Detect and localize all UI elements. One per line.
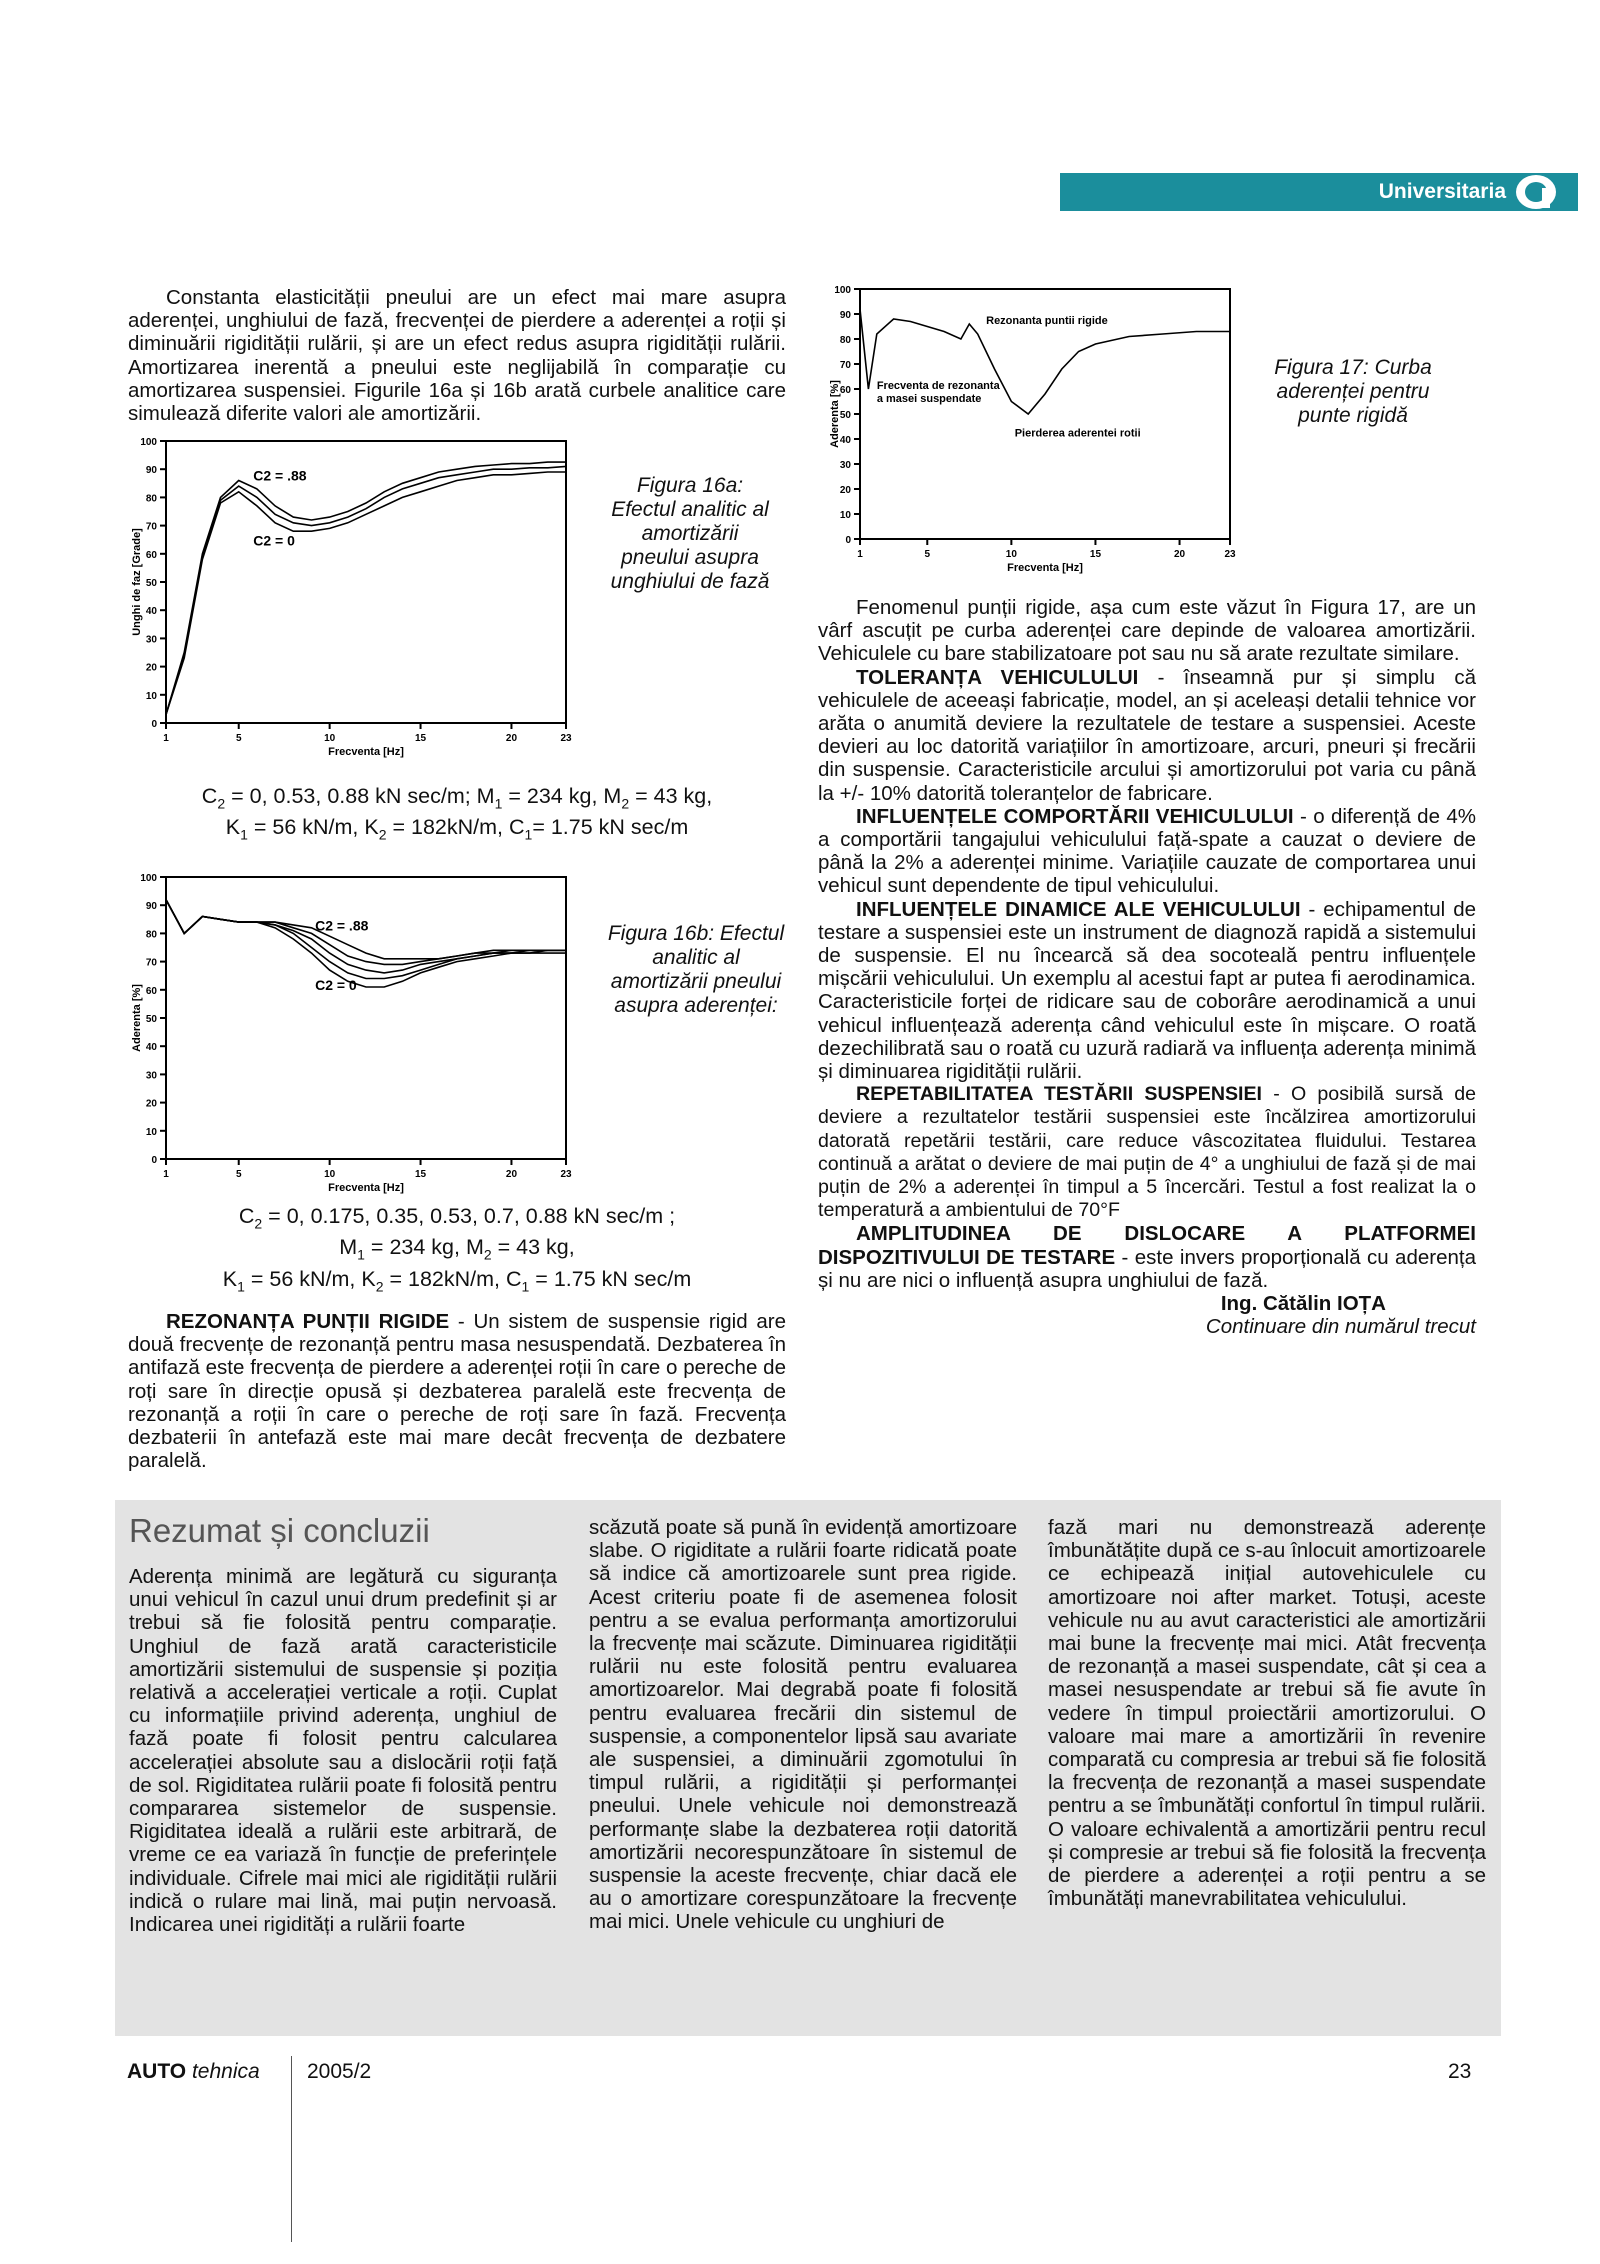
- x-axis-label: Frecventa [Hz]: [328, 1182, 404, 1194]
- brand: [1379, 173, 1558, 211]
- summary-column-3: fază mari nu demonstrează aderențe îmbunătățite după ce s-au înlocuit amortizoarele ce echipează inițial autovehiculele cu amortizoare noi after market. Totuși, aceste vehicule nu au avut caracteristici ale amortizării mai bune la frecvențe mai mici. Atât frecvența de rezonanță a masei suspendate, cât și cea a masei nesuspendate ar trebui să fie avute în vedere în timpul proiectării amortizorului. O valoare mai mare a amortizării în revenire comparată cu compresia ar trebui să fie folosită la frecvența de rezonanță a masei suspendate pentru a se îmbunătăți confortul în timpul rulării. O valoare echivalentă a amortizării pentru recul și compresie ar trebui să fie folosită la frecvența de pierdere a aderenței a roții pentru a se îmbunătăți manevrabilitatea vehiculului.: [1048, 1516, 1486, 1911]
- y-tick-label: 40: [145, 606, 157, 618]
- continuation-note: Continuare din numărul trecut: [1205, 1315, 1476, 1339]
- footer-magazine-italic: tehnica: [191, 2060, 260, 2083]
- repet-paragraph: [818, 1083, 1476, 1222]
- fig16b-params-line3: $K_1 = 56$ kN/m, $K_2 = 182kN/m$, $C_1 = 1.75$ kN sec/m: [222, 1266, 692, 1294]
- x-tick-label: 10: [324, 733, 336, 744]
- footer-magazine: [127, 2060, 260, 2084]
- y-tick-label: 100: [834, 285, 851, 296]
- fig17-caption: Figura 17: Curba aderenței pentru punte rigidă: [1274, 356, 1432, 427]
- y-tick-label: 70: [145, 957, 157, 969]
- x-tick-label: 1: [857, 549, 863, 560]
- y-axis-label: Aderenta [%]: [131, 984, 143, 1052]
- plot-frame: [166, 441, 566, 723]
- y-tick-label: 100: [140, 873, 157, 884]
- author: Ing. Cătălin IOȚA: [1220, 1292, 1386, 1316]
- annotation-pierderea: Pierderea aderentei rotii: [1014, 427, 1141, 440]
- fig17-svg: [826, 285, 1246, 580]
- annotation-c2-0: C2 = 0: [315, 976, 357, 993]
- y-tick-label: 30: [145, 634, 157, 646]
- universitaria-logo-icon: [1514, 174, 1558, 210]
- x-tick-label: 23: [560, 1169, 572, 1180]
- comport-text: - o diferență de 4% a comportării tangajului vehiculului față-spate a cauzat o deviere de până la 2% a aderenței minime. Variațiile cauzate de comportarea unui vehicul sunt dependente de tipul vehiculului.: [818, 804, 1477, 898]
- y-tick-label: 0: [845, 535, 851, 546]
- y-tick-label: 60: [145, 985, 157, 997]
- y-tick-label: 20: [145, 662, 157, 674]
- y-tick-label: 90: [145, 465, 157, 477]
- y-axis-label: Aderenta [%]: [829, 380, 841, 448]
- series-line-5: [166, 900, 566, 987]
- annotation-rezonanta: Rezonanta puntii rigide: [986, 315, 1108, 327]
- y-tick-label: 60: [145, 549, 157, 561]
- x-tick-label: 5: [924, 549, 931, 560]
- brand-name: Universitaria: [1378, 180, 1506, 203]
- repet-title: REPETABILITATEA TESTĂRII SUSPENSIEI: [856, 1083, 1262, 1106]
- repet-text: - O posibilă sursă de deviere a rezultatelor testării suspensiei este încălzirea amortizorului datorată repetării testării, care reduce vâscozitatea fluidului. Testarea continuă a arătat o deviere de mai puțin de 4° a unghiului de fază și de mai puțin de 2% a aderenței în timpul a 5 încercări. Testul a fost realizat la o temperatură a ambientului de 70°F: [818, 1083, 1476, 1222]
- fig16b-chart: [128, 873, 583, 1203]
- y-tick-label: 20: [145, 1098, 157, 1110]
- y-tick-label: 70: [145, 521, 157, 533]
- x-tick-label: 20: [1173, 549, 1186, 560]
- fig16b-params-line1: $C_2 = 0$, 0.175, 0.35, 0.53, 0.7, 0.88 kN sec/m ;: [238, 1204, 676, 1232]
- toleranta-text: - înseamnă pur și simplu că vehiculele de aceeași fabricație, model, an și aceleași detalii tehnice vor arăta o anumită deviere la rezultatele de testare a suspensiei. Aceste devieri au loc datorită variațiilor în amortizoare, arcuri, pneuri și frecării din suspensie. Caracteristicile arcului și amortizorului pot varia cu până la +/- 10% datorită toleranțelor de fabricare.: [818, 665, 1476, 805]
- footer-magazine-bold: AUTO: [127, 2060, 187, 2083]
- y-tick-label: 80: [839, 335, 851, 346]
- fig16a-params-line2: $K_1 = 56$ kN/m, $K_2 = 182kN/m$, $C_1= 1.75$ kN sec/m: [225, 815, 689, 843]
- y-tick-label: 30: [145, 1070, 157, 1082]
- summary-column-1: Aderența minimă are legătură cu siguranța unui vehicul în cazul unui drum predefinit și ar trebui să fie folosită pentru comparație. Unghiul de fază arată caracteristicile amortizării sistemului de suspensie și poziția relativă a accelerației verticale a roții. Cuplat cu informațiile privind aderența, unghiul de fază poate fi folosit pentru calcularea accelerației absolute sau a dislocării roții față de sol. Rigiditatea rulării poate fi folosită pentru compararea sistemelor de suspensie. Rigiditatea ideală a rulării este arbitrară, de vreme ce ea variază în funcție de preferințele individuale. Cifrele mai mici ale rigidității rulării indică o rulare mai lină, mai puțin nervoasă. Indicarea unei rigidități a rulării foarte: [129, 1565, 557, 1937]
- ampl-text: - este invers proporțională cu aderența și nu are nici o influență asupra unghiului de fază.: [818, 1245, 1476, 1292]
- dinamice-paragraph: [818, 898, 1476, 1084]
- right-p1-text: Fenomenul punții rigide, așa cum este văzut în Figura 17, are un vârf ascuțit pe curba aderenței care depinde de valoarea amortizării. Vehiculele cu bare stabilizatoare pot sau nu să arate rezultate similare.: [818, 596, 1476, 666]
- x-tick-label: 15: [414, 1169, 427, 1180]
- x-tick-label: 5: [235, 1169, 242, 1180]
- comport-paragraph: [818, 805, 1476, 898]
- y-tick-label: 50: [145, 1014, 157, 1025]
- y-tick-label: 50: [145, 578, 157, 589]
- page-number: 23: [1448, 2060, 1472, 2083]
- right-paragraph-1: [818, 596, 1476, 666]
- intro-text: Constanta elasticității pneului are un efect mai mare asupra aderenței, unghiului de fază, frecvenței de pierdere a aderenței a roții și diminuării rigidității rulării, și are un efect redus asupra rigidității rulării. Amortizarea inerentă a pneului este neglijabilă în comparație cu amortizarea suspensiei. Figurile 16a și 16b arată curbele analitice care simulează diferite valori ale amortizării.: [128, 286, 786, 426]
- annotation-frecventa-line1: Frecventa de rezonanta: [876, 380, 1000, 392]
- x-tick-label: 1: [163, 1169, 169, 1180]
- annotation-frecventa-line2: a masei suspendate: [876, 393, 982, 405]
- ampl-title: AMPLITUDINEA DE DISLOCARE A PLATFORMEI DISPOZITIVULUI DE TESTARE: [818, 1222, 1476, 1269]
- y-tick-label: 60: [839, 385, 851, 396]
- y-tick-label: 100: [140, 437, 157, 448]
- x-tick-label: 20: [505, 733, 518, 744]
- fig16b-params: [128, 1204, 786, 1298]
- rezonanta-text: - Un sistem de suspensie rigid are două frecvențe de rezonanță pentru masa nesuspendată. Dezbaterea în antifază este frecvența de pierdere a aderenței roții în care o pereche de roți sare în direcție opusă și dezbaterea paralelă este frecvența de rezonanță a roții în care o pereche de roți sare în fază. Frecvența dezbaterii în antefază este mai mare decât frecvența de dezbatere paralelă.: [128, 1310, 786, 1473]
- fig17-chart: [826, 285, 1246, 580]
- x-tick-label: 10: [324, 1169, 336, 1180]
- y-tick-label: 80: [145, 493, 157, 505]
- header-bar: [1060, 173, 1578, 211]
- annotation-c2-088: C2 = .88: [253, 467, 307, 484]
- fig16a-chart: [128, 437, 583, 763]
- y-tick-label: 80: [145, 929, 157, 941]
- footer-divider: [291, 2056, 292, 2242]
- y-axis-label: Unghi de faz [Grade]: [131, 528, 143, 636]
- x-tick-label: 5: [235, 733, 242, 744]
- y-tick-label: 10: [145, 1126, 157, 1138]
- summary-column-2: scăzută poate să pună în evidență amortizoare slabe. O rigiditate a rulării foarte ridicată poate să indice că amortizoarele sunt prea rigide. Acest criteriu poate fi de asemenea folosit pentru a se evalua performanța amortizorului la frecvențe mai scăzute. Diminuarea rigidității rulării nu este folosită pentru evaluarea amortizoarelor. Mai degrabă poate fi folosită pentru evaluarea frecării din sistemul de suspensie, a componentelor lipsă sau avariate ale suspensiei, a diminuării zgomotului în timpul rulării, a rigidității și performanței pneului. Unele vehicule noi demonstrează performanțe slabe la dezbaterea roții datorită amortizării necorespunzătoare în sistemul de suspensie la aceste frecvențe, chiar dacă ele au o amortizare corespunzătoare la frecvențe mai mici. Unele vehicule cu unghiuri de: [589, 1516, 1017, 1934]
- x-tick-label: 23: [1224, 549, 1236, 560]
- x-axis-label: Frecventa [Hz]: [328, 746, 404, 758]
- x-tick-label: 10: [1005, 549, 1017, 560]
- y-tick-label: 20: [839, 485, 851, 496]
- y-tick-label: 0: [151, 1155, 157, 1166]
- y-tick-label: 30: [839, 460, 851, 471]
- annotation-c2-0: C2 = 0: [253, 532, 295, 549]
- y-tick-label: 90: [145, 901, 157, 913]
- y-tick-label: 10: [145, 690, 157, 702]
- footer-issue: 2005/2: [307, 2060, 372, 2083]
- x-tick-label: 15: [1089, 549, 1102, 560]
- fig16a-params-line1: $C_2 = 0$, 0.53, 0.88 kN sec/m; $M_1 = 234$ kg, $M_2 = 43$ kg,: [201, 784, 713, 812]
- fig16b-params-line2: $M_1 = 234$ kg, $M_2 = 43$ kg,: [339, 1235, 575, 1263]
- fig16a-caption: Figura 16a: Efectul analitic al amortizării pneului asupra unghiului de fază: [610, 474, 770, 593]
- ampl-paragraph: [818, 1222, 1476, 1292]
- right-text-column: [818, 596, 1476, 1339]
- x-tick-label: 15: [414, 733, 427, 744]
- dinamice-title: INFLUENȚELE DINAMICE ALE VEHICULULUI: [856, 897, 1301, 921]
- y-tick-label: 40: [145, 1042, 157, 1054]
- x-axis-label: Frecventa [Hz]: [1007, 562, 1083, 574]
- y-tick-label: 40: [839, 435, 851, 446]
- fig16a-params: [128, 784, 786, 847]
- y-tick-label: 0: [151, 719, 157, 730]
- rezonanta-title: REZONANȚA PUNȚII RIGIDE: [166, 1310, 450, 1333]
- fig16b-caption: Figura 16b: Efectul analitic al amortizării pneului asupra aderenței:: [607, 922, 785, 1017]
- summary-box: [115, 1500, 1501, 2036]
- y-tick-label: 10: [839, 510, 851, 521]
- summary-title: Rezumat și concluzii: [129, 1512, 430, 1549]
- comport-title: INFLUENȚELE COMPORTĂRII VEHICULULUI: [856, 804, 1294, 828]
- intro-paragraph: [128, 286, 786, 425]
- x-tick-label: 1: [163, 733, 169, 744]
- rezonanta-paragraph: [128, 1310, 786, 1472]
- y-tick-label: 90: [839, 310, 851, 321]
- x-tick-label: 20: [505, 1169, 518, 1180]
- annotation-frecventa: [877, 380, 1001, 405]
- toleranta-paragraph: [818, 666, 1476, 805]
- dinamice-text: - echipamentul de testare a suspensiei este un instrument de diagnoză rapidă a sistemului de suspensie. El nu încearcă să dea socoteală pentru influențele mișcării vehiculului. Un exemplu al acestui fapt ar putea fi aerodinamica. Caracteristicile forței de ridicare sau de coborâre aerodinamică a unui vehicul influențează aderența când vehiculul este în mișcare. O roată dezechilibrată sau o roată cu uzură radiară va influența aderența minimă și diminuarea rigidității rulării.: [818, 897, 1476, 1084]
- x-tick-label: 23: [560, 733, 572, 744]
- toleranta-title: TOLERANȚA VEHICULULUI: [856, 665, 1139, 689]
- y-tick-label: 70: [839, 360, 851, 371]
- fig16a-svg: [128, 437, 583, 763]
- series-line-4: [166, 900, 566, 979]
- y-tick-label: 50: [839, 410, 851, 421]
- fig16b-svg: [128, 873, 583, 1203]
- annotation-c2-088: C2 = .88: [315, 917, 369, 934]
